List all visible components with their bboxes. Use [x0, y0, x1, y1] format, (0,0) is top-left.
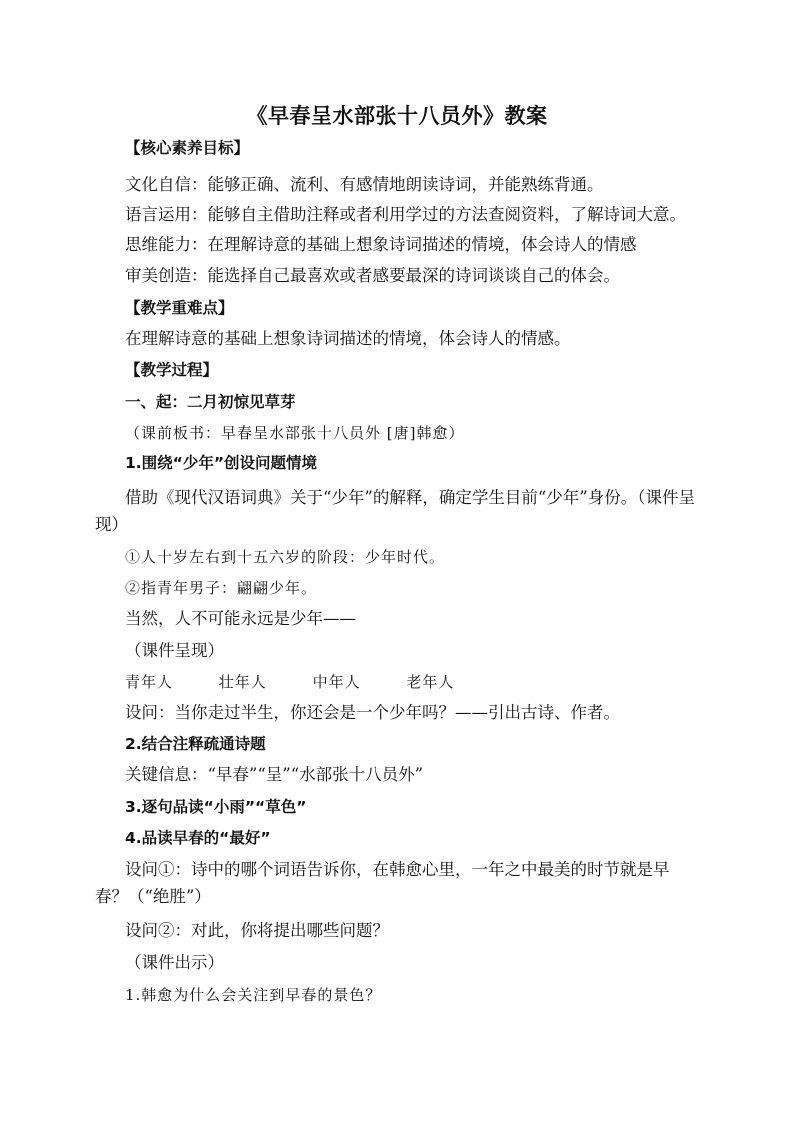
goals-heading: 【核心素养目标】: [125, 139, 250, 157]
courseware-show-2: （课件出示）: [125, 953, 224, 972]
document-title: 《早春呈水部张十八员外》教案: [246, 104, 548, 128]
age-old: 老年人: [406, 673, 455, 691]
age-middle: 中年人: [312, 673, 361, 691]
step1-paragraph: 借助《现代汉语词典》关于“少年”的解释，确定学生目前“少年”身份。（课件呈现）: [95, 488, 695, 534]
step4-heading: 4.品读早春的“最好”: [125, 829, 271, 847]
question-1: 设问：当你走过半生，你还会是一个少年吗？——引出古诗、作者。: [125, 703, 620, 722]
step3-heading: 3.逐句品读“小雨”“草色”: [125, 798, 307, 816]
step1-heading: 1.围绕“少年”创设问题情境: [125, 454, 318, 472]
question-2: 设问①：诗中的哪个词语告诉你，在韩愈心里，一年之中最美的时节就是早春？（“绝胜”）: [95, 860, 670, 906]
goal-aesthetic: 审美创造：能选择自己最喜欢或者感要最深的诗词谈谈自己的体会。: [125, 266, 620, 285]
key-info: 关键信息：“早春”“呈”“水部张十八员外”: [125, 765, 424, 784]
definition-1: ①人十岁左右到十五六岁的阶段：少年时代。: [125, 548, 446, 566]
goal-language: 语言运用：能够自主借助注释或者利用学过的方法查阅资料，了解诗词大意。: [125, 205, 686, 224]
key-difficulty-heading: 【教学重难点】: [125, 299, 234, 317]
sub-question-1: 1.韩愈为什么会关注到早春的景色？: [125, 986, 382, 1004]
board-note: （课前板书：早春呈水部张十八员外 [唐]韩愈）: [125, 424, 465, 442]
goal-thinking: 思维能力：在理解诗意的基础上想象诗词描述的情境，体会诗人的情感: [125, 235, 637, 254]
remark-text: 当然，人不可能永远是少年——: [125, 609, 356, 628]
age-list: [125, 671, 494, 693]
age-youth: 青年人: [125, 673, 174, 691]
goal-culture: 文化自信：能够正确、流利、有感情地朗读诗词，并能熟练背通。: [125, 175, 604, 194]
process-heading: 【教学过程】: [125, 361, 219, 379]
question-3: 设问②：对此，你将提出哪些问题？: [125, 921, 389, 940]
age-prime: 壮年人: [218, 673, 267, 691]
step2-heading: 2.结合注释疏通诗题: [125, 735, 266, 753]
key-difficulty-text: 在理解诗意的基础上想象诗词描述的情境，体会诗人的情感。: [125, 329, 571, 348]
part1-heading: 一、起：二月初惊见草芽: [125, 393, 296, 411]
definition-2: ②指青年男子：翩翩少年。: [125, 579, 318, 597]
courseware-show-1: （课件呈现）: [125, 641, 224, 660]
